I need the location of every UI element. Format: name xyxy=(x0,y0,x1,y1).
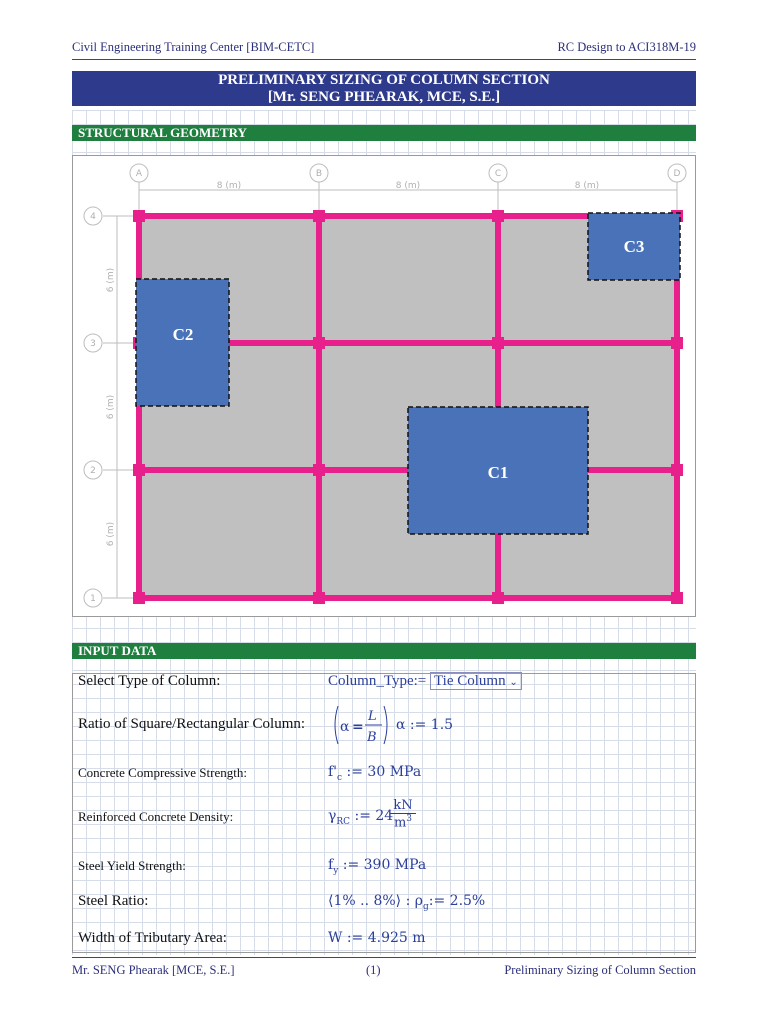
rho-value: := 2.5% xyxy=(428,893,486,909)
column-type-var: Column_Type xyxy=(328,673,414,689)
gamma-unit xyxy=(390,798,416,830)
column-type-label: Select Type of Column: xyxy=(78,673,221,689)
gamma-label: Reinforced Concrete Density: xyxy=(78,809,234,824)
ratio-value: α := 1.5 xyxy=(396,717,454,733)
rho-subscript: g xyxy=(423,901,429,912)
steel-ratio-range: ⟨1% .. 8%⟩ : xyxy=(328,893,411,909)
grid-label-1: 1 xyxy=(90,594,96,604)
footer-left: Mr. SENG Phearak [MCE, S.E.] xyxy=(72,963,235,977)
grid-label-b: B xyxy=(315,169,323,179)
ratio-numerator: L xyxy=(368,709,377,724)
page-title xyxy=(72,71,696,106)
ratio-denominator: B xyxy=(367,730,377,745)
header-left: Civil Engineering Training Center [BIM-CETC] xyxy=(72,40,315,54)
section-structural-geometry: STRUCTURAL GEOMETRY xyxy=(72,125,696,141)
gamma-expression xyxy=(328,808,393,827)
chevron-down-icon: ⌄ xyxy=(509,677,518,688)
column-label-c1: C1 xyxy=(487,463,509,482)
steel-ratio-label: Steel Ratio: xyxy=(78,893,149,909)
fc-expression xyxy=(328,764,421,783)
gamma-unit-numerator: kN xyxy=(390,798,416,814)
steel-ratio-expression xyxy=(328,893,485,912)
title-line-2: [Mr. SENG PHEARAK, MCE, S.E.] xyxy=(267,89,501,105)
grid-label-d: D xyxy=(673,169,681,179)
rho-symbol: ρ xyxy=(414,893,423,909)
page-number: (1) xyxy=(366,963,381,977)
ratio-label: Ratio of Square/Rectangular Column: xyxy=(78,716,306,732)
column-type-assign: := xyxy=(413,673,427,689)
header-divider xyxy=(72,59,696,60)
column-label-c3: C3 xyxy=(623,237,645,256)
structural-plan xyxy=(72,155,696,617)
gamma-unit-denominator: m xyxy=(393,815,407,831)
header-right: RC Design to ACI318M-19 xyxy=(557,40,696,54)
grid-label-c: C xyxy=(494,169,502,179)
fy-symbol: f xyxy=(328,857,334,873)
span-label-ab: 8 (m) xyxy=(216,181,242,191)
gamma-symbol: γ xyxy=(328,808,337,824)
footer-divider xyxy=(72,957,696,958)
span-label-32: 6 (m) xyxy=(106,394,116,420)
fc-symbol: f' xyxy=(328,764,338,780)
grid-label-2: 2 xyxy=(90,466,96,476)
fc-value: := 30 MPa xyxy=(346,764,422,780)
grid-label-a: A xyxy=(135,169,143,179)
fy-label: Steel Yield Strength: xyxy=(78,858,186,873)
gamma-unit-exponent: 3 xyxy=(406,814,413,824)
column-type-value: Tie Column xyxy=(434,673,506,689)
span-label-43: 6 (m) xyxy=(106,267,116,293)
width-value: W := 4.925 m xyxy=(328,930,426,946)
gamma-subscript: RC xyxy=(336,816,351,827)
grid-label-4: 4 xyxy=(90,212,96,222)
span-label-cd: 8 (m) xyxy=(574,181,600,191)
gamma-value: := 24 xyxy=(354,808,394,824)
fy-value: := 390 MPa xyxy=(342,857,427,873)
fc-label: Concrete Compressive Strength: xyxy=(78,765,247,780)
section-input-data: INPUT DATA xyxy=(72,643,696,659)
fy-expression xyxy=(328,857,426,876)
ratio-equals: = xyxy=(352,719,364,735)
footer-right: Preliminary Sizing of Column Section xyxy=(504,963,696,977)
column-type-dropdown[interactable] xyxy=(430,672,522,690)
fc-subscript: c xyxy=(337,772,343,783)
span-label-bc: 8 (m) xyxy=(395,181,421,191)
title-line-1: PRELIMINARY SIZING OF COLUMN SECTION xyxy=(218,72,550,88)
span-label-21: 6 (m) xyxy=(106,521,116,547)
column-label-c2: C2 xyxy=(172,325,194,344)
grid-label-3: 3 xyxy=(90,339,96,349)
plan-drawing xyxy=(73,156,695,616)
width-label: Width of Tributary Area: xyxy=(78,930,227,946)
ratio-alpha: α xyxy=(340,719,350,735)
fy-subscript: y xyxy=(333,865,339,876)
